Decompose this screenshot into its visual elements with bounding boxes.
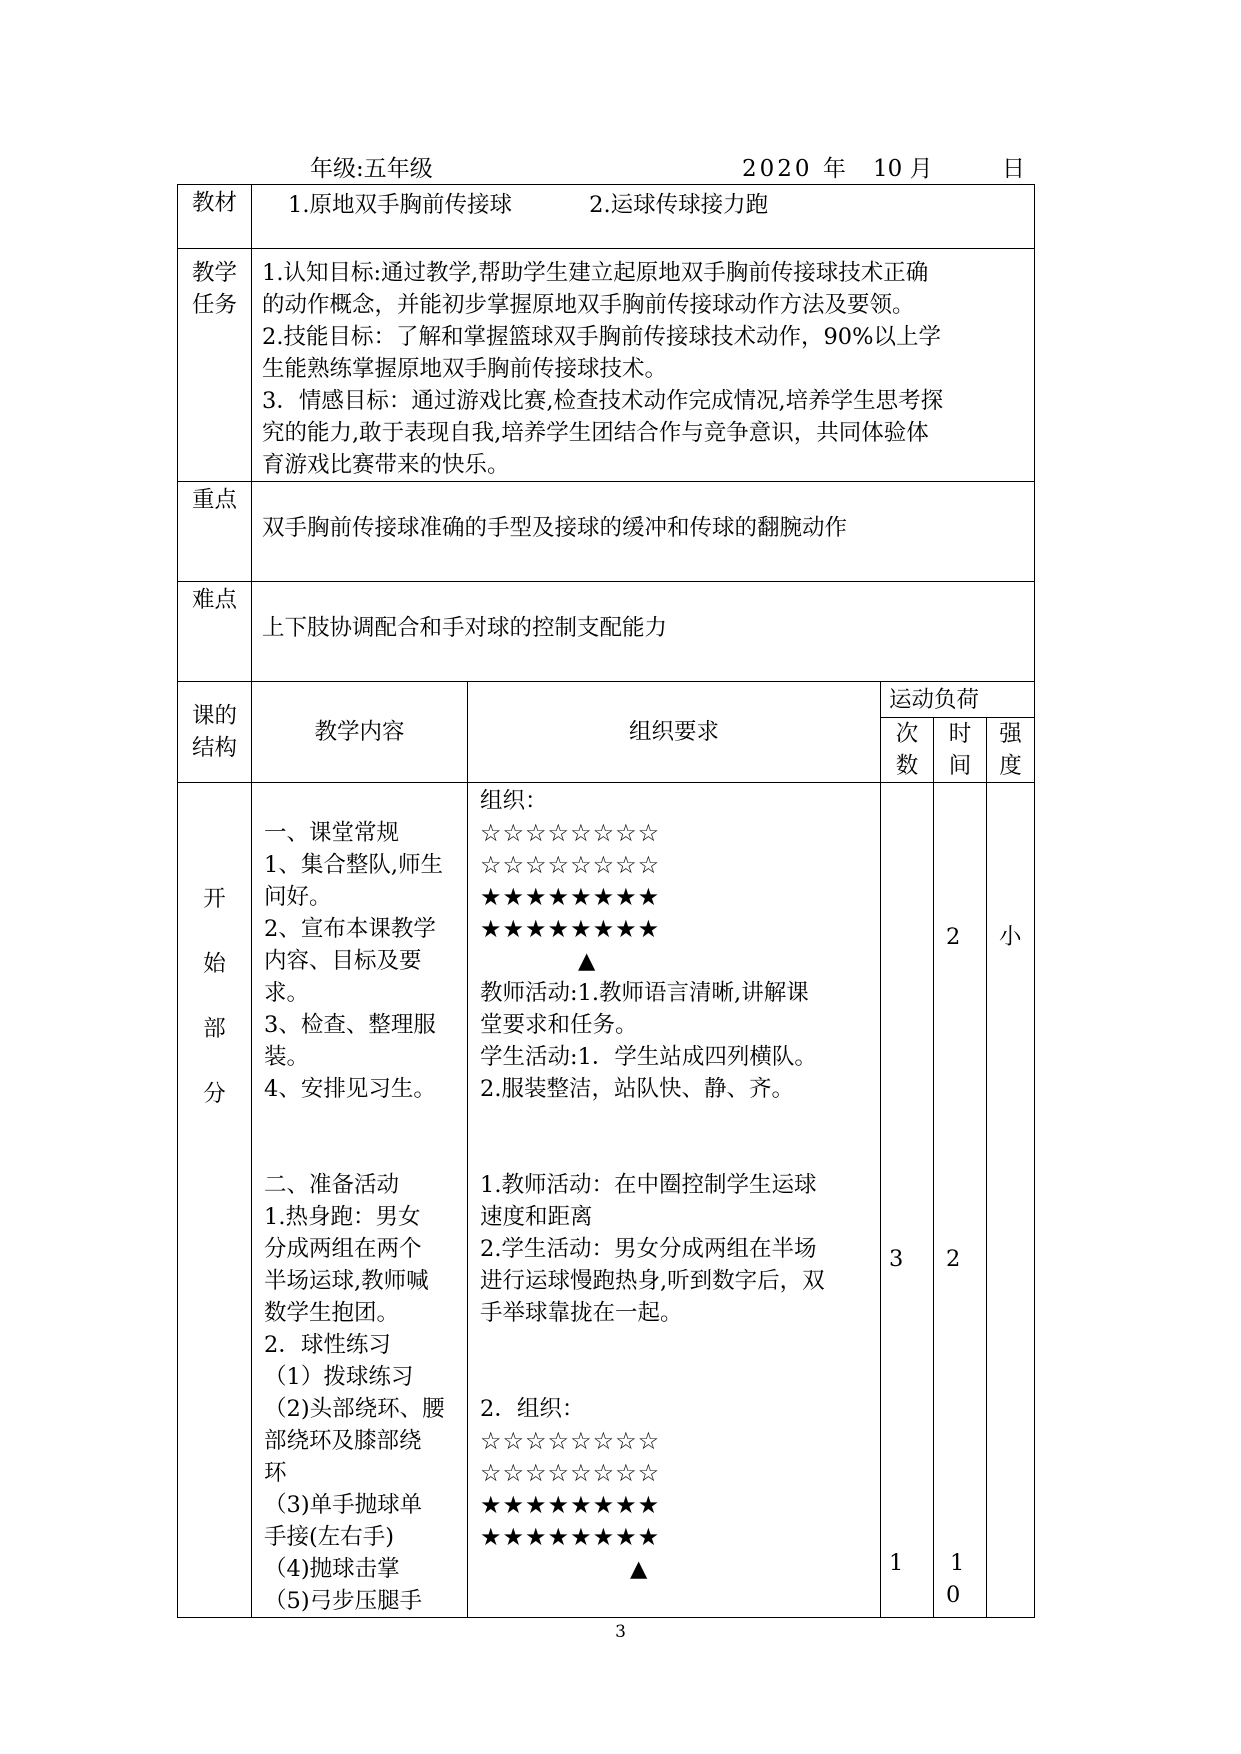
task-line: 究的能力,敢于表现自我,培养学生团结合作与竞争意识，共同体验体 [262,420,929,446]
duration-value: 2 [946,924,961,950]
date-day: 日 [1002,156,1025,182]
key-point-label: 重点 [178,482,252,582]
duration-header [934,718,987,783]
formation-stars-filled: ★★★★★★★★ [480,1491,661,1519]
material-item-2: 2.运球传球接力跑 [589,192,769,218]
difficulty-row [178,582,1035,682]
formation-stars-filled: ★★★★★★★★ [480,883,661,911]
date-month: 10 月 [873,156,933,182]
org-line: 2.学生活动：男女分成两组在半场 [480,1236,817,1262]
task-line: 生能熟练掌握原地双手胸前传接球技术。 [262,356,668,382]
content-line: 数学生抱团。 [264,1300,400,1326]
grade-label: 年级:五年级 [310,156,433,182]
material-label: 教材 [178,185,252,249]
section-char: 分 [203,1081,226,1107]
content-line: 1、集合整队,师生 [264,852,443,878]
content-line [264,1137,465,1169]
section-char: 开 [203,886,226,912]
page-header [0,150,1241,184]
task-label-1: 教学 [191,260,237,286]
content-line: 分成两组在两个 [264,1236,422,1262]
content-line [264,1105,465,1137]
duration-value: 1 [950,1550,965,1576]
content-line: （1）拨球练习 [264,1364,414,1390]
section-char: 始 [203,951,226,977]
org-line: 学生活动:1．学生站成四列横队。 [480,1044,817,1070]
org-header: 组织要求 [468,682,881,783]
times-value: 3 [889,1246,904,1272]
task-line: 2.技能目标：了解和掌握篮球双手胸前传接球技术动作，90%以上学 [262,324,941,350]
content-header: 教学内容 [252,682,468,783]
load-header: 运动负荷 [881,682,1035,718]
task-line: 的动作概念，并能初步掌握原地双手胸前传接球动作方法及要领。 [262,292,915,318]
formation-stars-open: ☆☆☆☆☆☆☆☆ [480,1459,661,1487]
content-line: 二、准备活动 [264,1172,400,1198]
org-cell [468,783,881,1618]
structure-header-1: 课的 [191,703,237,729]
org-line: 2.服装整洁，站队快、静、齐。 [480,1076,794,1102]
content-line: （4)抛球击掌 [264,1556,400,1582]
task-row [178,249,1035,482]
org-line [480,1329,878,1361]
duration-cell [934,783,987,1618]
structure-header [178,682,252,783]
difficulty-label: 难点 [178,582,252,682]
content-line: 一、课堂常规 [264,820,400,846]
content-line: 4、安排见习生。 [264,1076,436,1102]
formation-stars-open: ☆☆☆☆☆☆☆☆ [480,819,661,847]
formation-stars-open: ☆☆☆☆☆☆☆☆ [480,1427,661,1455]
content-line: 3、检查、整理服 [264,1012,436,1038]
content-line: 手接(左右手) [264,1524,395,1550]
org-line: 手举球靠拢在一起。 [480,1300,683,1326]
content-line: 2．球性练习 [264,1332,391,1358]
times-header-2: 数 [895,753,919,779]
task-content [252,249,1035,482]
org-line [480,1105,878,1137]
intensity-header-1: 强 [999,721,1022,747]
content-line: 2、宣布本课教学 [264,916,436,942]
task-line: 1.认知目标:通过教学,帮助学生建立起原地双手胸前传接球技术正确 [262,260,929,286]
formation-stars-filled: ★★★★★★★★ [480,915,661,943]
section-char: 部 [203,1016,226,1042]
org-line: 堂要求和任务。 [480,1012,638,1038]
formation-stars-open: ☆☆☆☆☆☆☆☆ [480,851,661,879]
page-number: 3 [615,1622,626,1642]
times-value: 1 [889,1550,904,1576]
task-label-2: 任务 [191,292,237,318]
table-head-row-1 [178,682,1035,718]
material-item-1: 1.原地双手胸前传接球 [288,192,512,218]
content-line: 问好。 [264,884,332,910]
task-line: 育游戏比赛带来的快乐。 [262,452,510,478]
duration-value: 2 [946,1246,961,1272]
intensity-value: 小 [999,924,1022,950]
times-header-1: 次 [895,721,919,747]
org-line: 进行运球慢跑热身,听到数字后，双 [480,1268,825,1294]
content-line [264,785,465,817]
formation-stars-filled: ★★★★★★★★ [480,1523,661,1551]
content-line: 半场运球,教师喊 [264,1268,429,1294]
date-year: 2020 年 [742,156,849,182]
intensity-header-2: 度 [999,753,1022,779]
content-line: （5)弓步压腿手 [264,1588,423,1614]
duration-value: 0 [946,1582,961,1608]
material-row [178,185,1035,249]
org-line: 速度和距离 [480,1204,593,1230]
lesson-plan-table [177,184,1035,1618]
duration-header-2: 间 [948,753,972,779]
task-label [178,249,252,482]
org-line [480,1361,878,1393]
content-line: （2)头部绕环、腰 [264,1396,445,1422]
material-content [252,185,1035,249]
structure-header-2: 结构 [191,735,237,761]
teacher-triangle-icon: ▲ [578,948,596,974]
teacher-triangle-icon: ▲ [630,1556,648,1582]
org-line: 教师活动:1.教师语言清晰,讲解课 [480,980,809,1006]
content-line: 环 [264,1460,287,1486]
section-label [178,783,252,1618]
times-cell [881,783,934,1618]
task-line: 3．情感目标：通过游戏比赛,检查技术动作完成情况,培养学生思考探 [262,388,944,414]
opening-part-row [178,783,1035,1618]
intensity-header [987,718,1035,783]
key-point-row [178,482,1035,582]
org-line [480,1137,878,1169]
content-cell [252,783,468,1618]
difficulty-text: 上下肢协调配合和手对球的控制支配能力 [252,582,1035,682]
key-point-text: 双手胸前传接球准确的手型及接球的缓冲和传球的翻腕动作 [252,482,1035,582]
content-line: 装。 [264,1044,310,1070]
org-line: 1.教师活动：在中圈控制学生运球 [480,1172,817,1198]
org-line: 2．组织： [480,1396,585,1422]
content-line: 1.热身跑：男女 [264,1204,421,1230]
times-header [881,718,934,783]
content-line: 内容、目标及要求。 [264,948,422,1006]
org-line: 组织： [480,788,548,814]
content-line: （3)单手抛球单 [264,1492,423,1518]
intensity-cell [987,783,1035,1618]
duration-header-1: 时 [948,721,972,747]
content-line: 部绕环及膝部绕 [264,1428,422,1454]
